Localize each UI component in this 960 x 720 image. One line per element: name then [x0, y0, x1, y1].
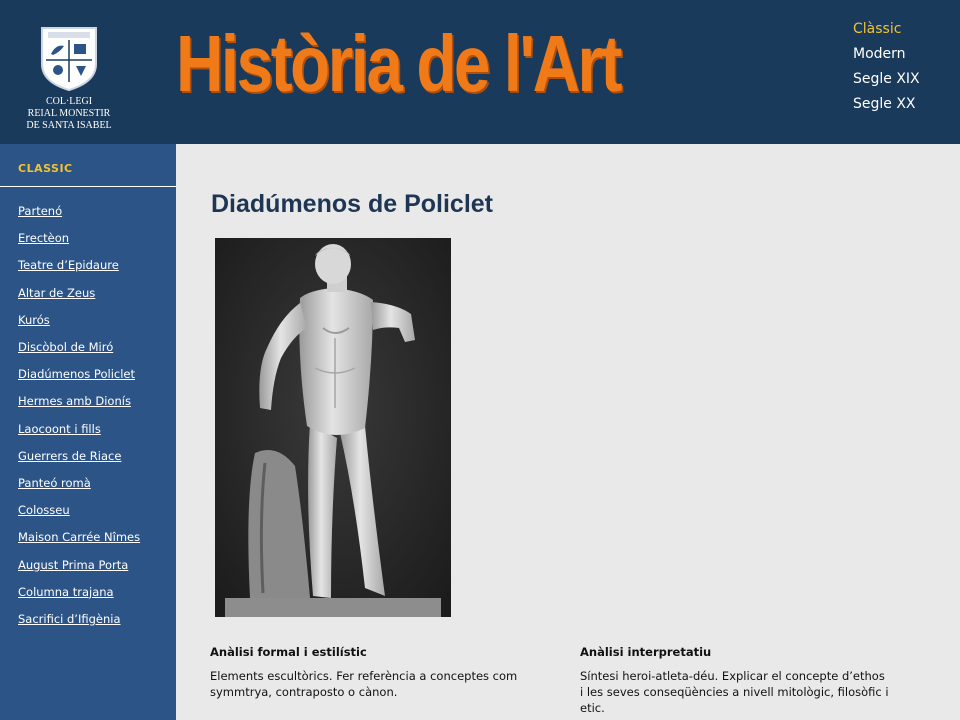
period-nav-segle-xx[interactable]: Segle XX [853, 96, 916, 112]
sidebar-item-diadumenos[interactable]: Diadúmenos Policlet [18, 367, 135, 382]
school-name-line: REIAL MONESTIR [27, 108, 111, 119]
artwork-list [18, 198, 176, 633]
statue-illustration [215, 238, 451, 617]
sidebar-item-sacrifici-ifigenia[interactable]: Sacrifici d’Ifigènia [18, 612, 121, 627]
sculpture-photo [215, 238, 451, 617]
section-heading: Anàlisi formal i estilístic [210, 645, 367, 659]
period-nav-segle-xix[interactable]: Segle XIX [853, 71, 920, 87]
sidebar-item-altar-zeus[interactable]: Altar de Zeus [18, 285, 96, 300]
sidebar-item-teatre-epidaure[interactable]: Teatre d’Epidaure [18, 258, 119, 273]
main-content [176, 144, 960, 720]
sidebar-item-laocoont[interactable]: Laocoont i fills [18, 421, 101, 436]
sidebar-heading: CLASSIC [18, 162, 73, 175]
section-text: Elements escultòrics. Fer referència a conceptes com symmtrya, contraposto o cànon. [210, 669, 518, 699]
sidebar-item-parteno[interactable]: Partenó [18, 204, 63, 218]
sidebar-divider [0, 186, 176, 187]
section-text: Síntesi heroi-atleta-déu. Explicar el concepte d’ethos i les seves conseqüències a nivell mitològic, filosòfic i etic. [580, 669, 889, 715]
school-name [14, 96, 124, 132]
page-title: Diadúmenos de Policlet [211, 190, 494, 218]
school-crest-icon [38, 24, 100, 92]
sidebar-item-erecteon[interactable]: Erectèon [18, 231, 70, 246]
school-name-line: DE SANTA ISABEL [26, 120, 112, 131]
sidebar-item-maison-carree[interactable]: Maison Carrée Nîmes [18, 530, 141, 545]
period-nav-classic[interactable]: Clàssic [853, 21, 902, 37]
period-nav-modern[interactable]: Modern [853, 46, 906, 62]
site-title: Història de l'Art [176, 19, 621, 108]
sidebar-item-panteo[interactable]: Panteó romà [18, 476, 91, 491]
interpretive-analysis-section [580, 645, 890, 716]
formal-analysis-section [210, 645, 520, 700]
sidebar [0, 144, 176, 720]
sidebar-item-colosseu[interactable]: Colosseu [18, 503, 70, 518]
period-nav [853, 17, 953, 117]
sidebar-item-guerrers-riace[interactable]: Guerrers de Riace [18, 448, 122, 463]
site-header [0, 0, 960, 144]
school-name-line: COL·LEGI [45, 96, 93, 107]
section-heading: Anàlisi interpretatiu [580, 645, 712, 659]
sidebar-item-columna-trajana[interactable]: Columna trajana [18, 584, 114, 599]
sidebar-item-kuros[interactable]: Kurós [18, 312, 50, 327]
sidebar-item-hermes[interactable]: Hermes amb Dionís [18, 394, 131, 409]
sidebar-item-discobol[interactable]: Discòbol de Miró [18, 340, 114, 355]
school-logo[interactable] [14, 20, 124, 135]
sidebar-item-august-prima-porta[interactable]: August Prima Porta [18, 557, 129, 572]
